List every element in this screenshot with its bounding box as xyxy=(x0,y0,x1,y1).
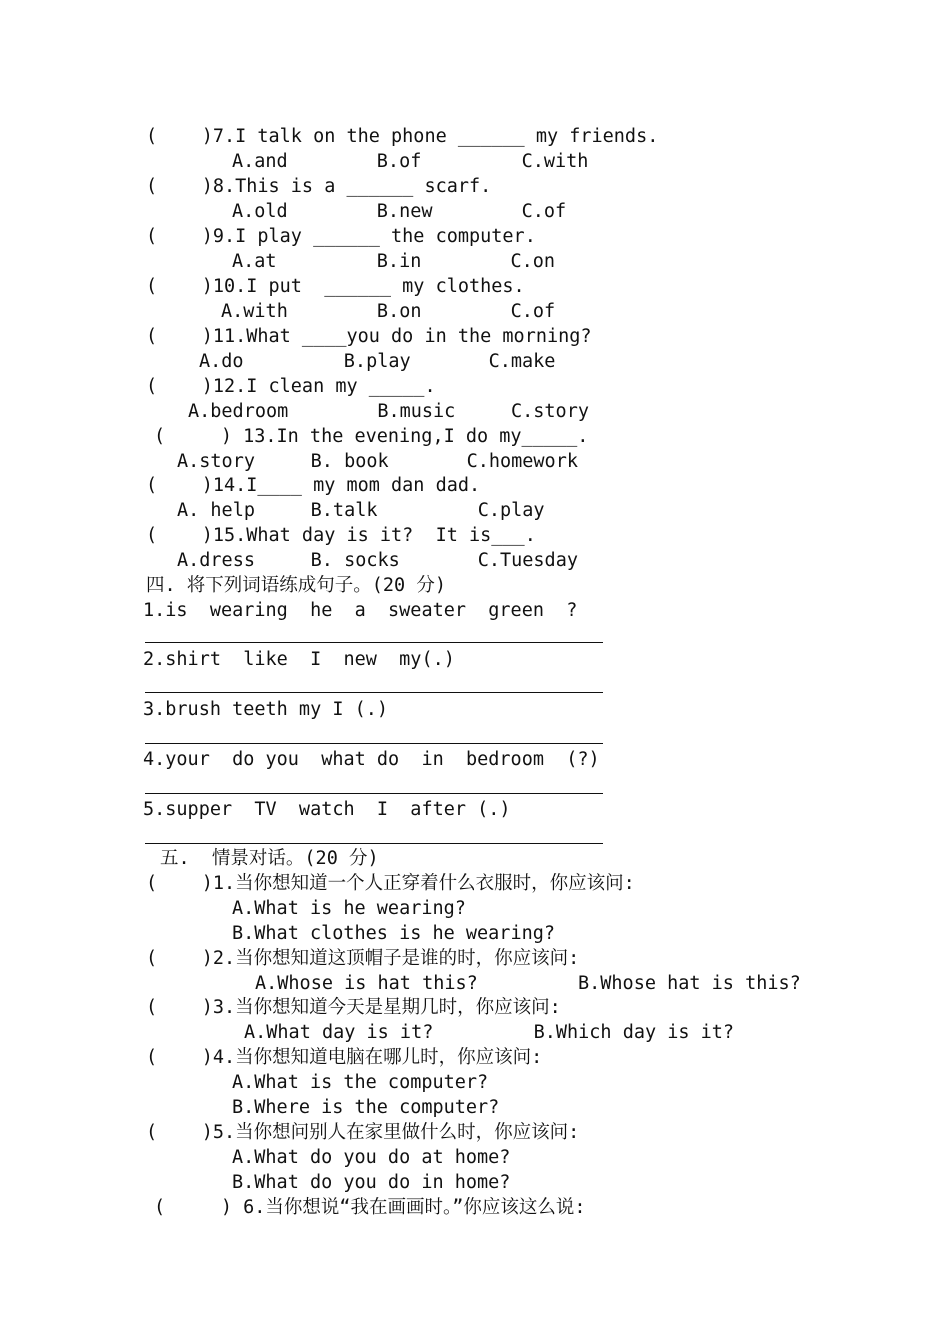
dialogue-q5-option-b: B.What do you do in home? xyxy=(232,1172,511,1193)
q9-options: A.at B.in C.on xyxy=(232,251,556,272)
sentence-prompt-5: 5.supper TV watch I after (.) xyxy=(143,799,511,820)
dialogue-q5-option-a: A.What do you do at home? xyxy=(232,1147,511,1168)
q13-options: A.story B. book C.homework xyxy=(177,451,578,472)
dialogue-q1-stem: ( )1.当你想知道一个人正穿着什么衣服时，你应该问: xyxy=(146,873,635,894)
q9-stem: ( )9.I play ______ the computer. xyxy=(146,226,536,247)
section5-heading: 五. 情景对话。(20 分) xyxy=(160,848,379,869)
q7-options: A.and B.of C.with xyxy=(232,151,589,172)
dialogue-q3-options: A.What day is it? B.Which day is it? xyxy=(244,1022,735,1043)
sentence-prompt-3: 3.brush teeth my I (.) xyxy=(143,699,389,720)
answer-line-2[interactable] xyxy=(145,692,603,693)
q10-options: A.with B.on C.of xyxy=(221,301,556,322)
q8-options: A.old B.new C.of xyxy=(232,201,567,222)
dialogue-q2-stem: ( )2.当你想知道这顶帽子是谁的时，你应该问: xyxy=(146,948,580,969)
dialogue-q4-option-a: A.What is the computer? xyxy=(232,1072,489,1093)
dialogue-q6-stem: ( ) 6.当你想说“我在画画时。”你应该这么说: xyxy=(154,1197,586,1218)
q12-options: A.bedroom B.music C.story xyxy=(188,401,589,422)
answer-line-5[interactable] xyxy=(145,843,603,844)
answer-line-3[interactable] xyxy=(145,743,603,744)
q13-stem: ( ) 13.In the evening,I do my_____. xyxy=(154,426,589,447)
dialogue-q1-option-b: B.What clothes is he wearing? xyxy=(232,923,556,944)
q15-stem: ( )15.What day is it? It is___. xyxy=(146,525,536,546)
q7-stem: ( )7.I talk on the phone ______ my friends. xyxy=(146,126,659,147)
dialogue-q2-options: A.Whose is hat this? B.Whose hat is this? xyxy=(255,973,801,994)
dialogue-q4-stem: ( )4.当你想知道电脑在哪儿时，你应该问: xyxy=(146,1047,543,1068)
dialogue-q5-stem: ( )5.当你想问别人在家里做什么时，你应该问: xyxy=(146,1122,580,1143)
q12-stem: ( )12.I clean my _____. xyxy=(146,376,436,397)
q10-stem: ( )10.I put ______ my clothes. xyxy=(146,276,525,297)
q11-stem: ( )11.What ____you do in the morning? xyxy=(146,326,592,347)
sentence-prompt-2: 2.shirt like I new my(.) xyxy=(143,649,455,670)
sentence-prompt-4: 4.your do you what do in bedroom (?) xyxy=(143,749,600,770)
q15-options: A.dress B. socks C.Tuesday xyxy=(177,550,578,571)
q8-stem: ( )8.This is a ______ scarf. xyxy=(146,176,492,197)
sentence-prompt-1: 1.is wearing he a sweater green ? xyxy=(143,600,578,621)
q11-options: A.do B.play C.make xyxy=(199,351,556,372)
dialogue-q4-option-b: B.Where is the computer? xyxy=(232,1097,500,1118)
section4-heading: 四. 将下列词语练成句子。(20 分) xyxy=(146,575,446,596)
dialogue-q3-stem: ( )3.当你想知道今天是星期几时，你应该问: xyxy=(146,997,561,1018)
dialogue-q1-option-a: A.What is he wearing? xyxy=(232,898,466,919)
answer-line-1[interactable] xyxy=(145,642,603,643)
q14-options: A. help B.talk C.play xyxy=(177,500,545,521)
q14-stem: ( )14.I____ my mom dan dad. xyxy=(146,475,481,496)
answer-line-4[interactable] xyxy=(145,793,603,794)
